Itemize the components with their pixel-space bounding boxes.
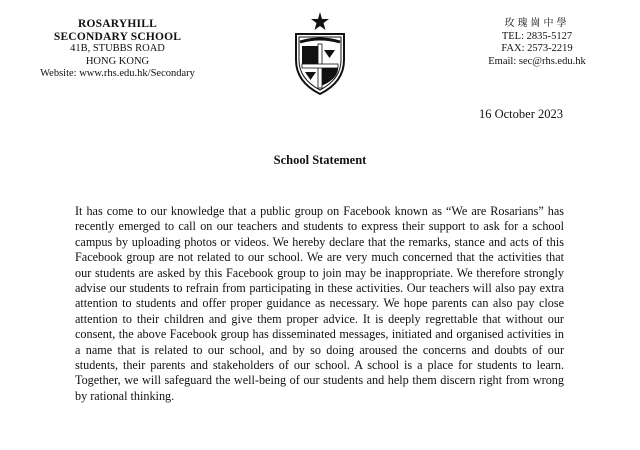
fax-text: FAX: 2573-2219 (501, 43, 573, 54)
chinese-school-name: 玫瑰崗中學 (504, 18, 570, 29)
letter-body: It has come to our knowledge that a public group on Facebook known as “We are Rosarians” has recently emerged to call on our teachers and students to express their support to ask for a school campus by uploading photos or videos. We hereby declare that the remarks, stance and acts of this Facebook group are not related to our school. We are very much concerned that the activities that our students are asked by this Facebook group to join may be inappropriate. We therefore strongly advise our students to refrain from participating in these activities. Our teachers will also pay extra attention to students and offer proper guidance as necessary. We hope parents can also pay close attention to their children and give them proper advice. It is deeply regrettable that without our consent, the above Facebook group has disseminated messages, initiated and organised activities in a name that is related to our school, and by so doing aroused the concerns and doubts of our students, their parents and stakeholders of our school. A school is a place for students to learn. Together, we will safeguard the well-being of our students and help them discern right from wrong by rational thinking. (75, 204, 564, 403)
website-text: Website: www.rhs.edu.hk/Secondary (40, 68, 195, 79)
tel-text: TEL: 2835-5127 (501, 30, 573, 42)
school-name-line2: SECONDARY SCHOOL (53, 30, 182, 43)
school-name-line1: ROSARYHILL (78, 18, 157, 30)
address-line1: 41B, STUBBS ROAD (70, 43, 165, 54)
letter-title: School Statement (273, 153, 367, 167)
school-crest-icon (288, 10, 352, 98)
address-line2: HONG KONG (85, 55, 150, 67)
letterhead-right (472, 18, 602, 68)
email-text: Email: sec@rhs.edu.hk (488, 55, 586, 67)
letterhead-left (30, 18, 205, 81)
letter-date: 16 October 2023 (478, 107, 563, 121)
